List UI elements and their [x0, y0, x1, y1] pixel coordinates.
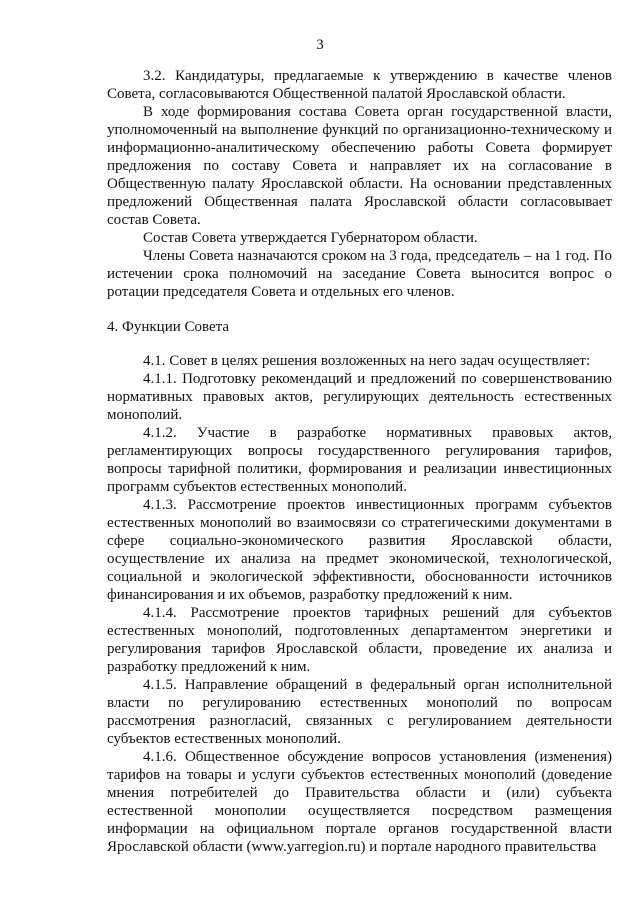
- paragraph-4-1-6: 4.1.6. Общественное обсуждение вопросов установления (изменения) тарифов на товары и услуги субъектов естественных монополий (доведение мнения потребителей до Правительства области и (или) субъекта естественной монополии осуществляется посредством размещения информации на официальном портале органов государственной власти Ярославской области (www.yarregion.ru) и портале народного правительства: [107, 749, 612, 855]
- paragraph-4-1-5: 4.1.5. Направление обращений в федеральный орган исполнительной власти по регулированию естественных монополий по вопросам рассмотрения разногласий, связанных с регулированием деятельности субъектов естественных монополий.: [107, 677, 612, 747]
- paragraph-4-1-3: 4.1.3. Рассмотрение проектов инвестиционных программ субъектов естественных монополий во взаимосвязи со стратегическими документами в сфере социально-экономического развития Ярославской области, осуществление их анализа на предмет экономической, технологической, социальной и экологической эффективности, обоснованности источников финансирования и их объемов, разработку предложений к ним.: [107, 497, 612, 603]
- paragraph-council-approval: Состав Совета утверждается Губернатором области.: [143, 230, 478, 246]
- section-heading: 4. Функции Совета: [107, 319, 230, 335]
- paragraph-4-1-2: 4.1.2. Участие в разработке нормативных правовых актов, регламентирующих вопросы государственного регулирования тарифов, вопросы тарифной политики, формирования и реализации инвестиционных программ субъектов естественных монополий.: [107, 425, 612, 495]
- paragraph-4-1-4: 4.1.4. Рассмотрение проектов тарифных решений для субъектов естественных монополий, подготовленных департаментом энергетики и регулирования тарифов Ярославской области, проведение их анализа и разработку предложений к ним.: [107, 605, 612, 675]
- paragraph-council-formation: В ходе формирования состава Совета орган государственной власти, уполномоченный на выполнение функций по организационно-техническому и информационно-аналитическому обеспечению работы Совета формирует предложения по составу Совета и направляет их на согласование в Общественную палату Ярославской области. На основании представленных предложений Общественная палата Ярославской области согласовывает состав Совета.: [107, 104, 612, 228]
- paragraph-3-2: 3.2. Кандидатуры, предлагаемые к утверждению в качестве членов Совета, согласовываются Общественной палатой Ярославской области.: [107, 68, 612, 102]
- paragraph-4-1: 4.1. Совет в целях решения возложенных на него задач осуществляет:: [143, 353, 591, 369]
- page-number: 3: [316, 37, 324, 53]
- paragraph-council-term: Члены Совета назначаются сроком на 3 года, председатель – на 1 год. По истечении срока полномочий на заседание Совета выносится вопрос о ротации председателя Совета и отдельных его членов.: [107, 248, 612, 300]
- paragraph-4-1-1: 4.1.1. Подготовку рекомендаций и предложений по совершенствованию нормативных правовых актов, регулирующих деятельность естественных монополий.: [107, 371, 612, 423]
- document-body: [107, 67, 612, 856]
